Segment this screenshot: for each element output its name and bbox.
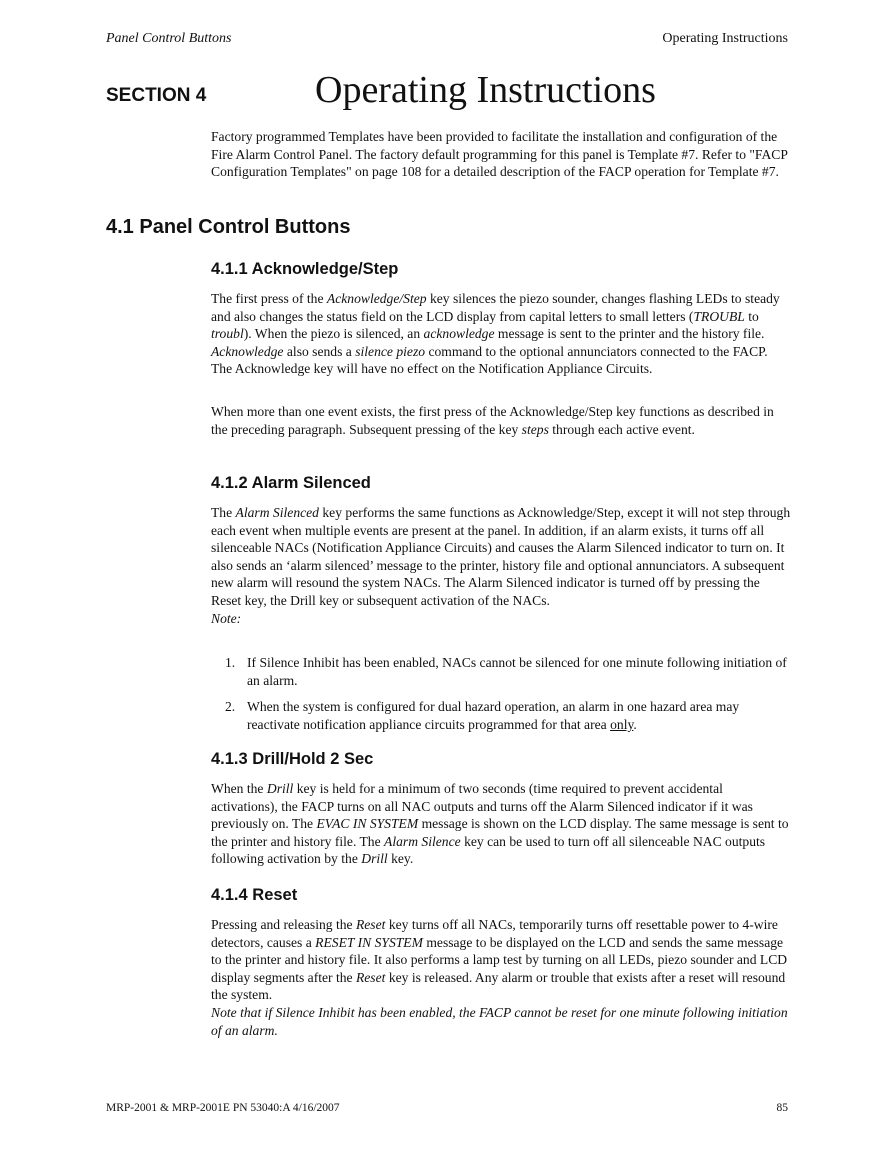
subsection-heading: 4.1 Panel Control Buttons bbox=[106, 216, 351, 238]
running-header-right: Operating Instructions bbox=[662, 31, 788, 46]
heading-drill-hold: 4.1.3 Drill/Hold 2 Sec bbox=[211, 750, 374, 768]
reset-paragraph: Pressing and releasing the Reset key turns off all NACs, temporarily turns off resettable power to 4-wire detectors, causes a RESET IN SYSTEM message to be displayed on the LCD and sends the same message to the printer and history file. It also performs a lamp test by turning on all LEDs, piezo sounder and LCD display segments after the Reset key is released. Any alarm or trouble that exists after a reset will resound the system. Note that if Silence Inhibit has been enabled, the FACP cannot be reset for one minute following initiation of an alarm. bbox=[211, 916, 791, 1039]
heading-acknowledge-step: 4.1.1 Acknowledge/Step bbox=[211, 260, 399, 278]
section-title: Operating Instructions bbox=[315, 69, 656, 111]
reset-note: Note that if Silence Inhibit has been enabled, the FACP cannot be reset for one minute following initiation of an alarm. bbox=[211, 1004, 788, 1038]
running-header-left: Panel Control Buttons bbox=[106, 31, 232, 46]
heading-reset: 4.1.4 Reset bbox=[211, 886, 298, 904]
page-number: 85 bbox=[776, 1102, 788, 1114]
alarm-silenced-notes-list bbox=[225, 654, 795, 742]
section-label: SECTION 4 bbox=[106, 85, 207, 106]
list-item: 1. If Silence Inhibit has been enabled, NACs cannot be silenced for one minute following initiation of an alarm. bbox=[225, 655, 787, 688]
intro-paragraph bbox=[211, 128, 791, 181]
drill-paragraph: When the Drill key is held for a minimum of two seconds (time required to prevent accidental activations), the FACP turns on all NAC outputs and turns off the Alarm Silenced indicator if it was previously on. The EVAC IN SYSTEM message is shown on the LCD display. The same message is sent to the printer and history file. The Alarm Silence key can be used to turn off all silenceable NAC outputs following activation by the Drill key. bbox=[211, 781, 789, 867]
footer-document-id: MRP-2001 & MRP-2001E PN 53040:A 4/16/2007 bbox=[106, 1102, 340, 1114]
acknowledge-paragraph-1: The first press of the Acknowledge/Step key silences the piezo sounder, changes flashing LEDs to steady and also changes the status field on the LCD display from capital letters to small letters (TROUBL to troubl). When the piezo is silenced, an acknowledge message is sent to the printer and the history file. Acknowledge also sends a silence piezo command to the optional annunciators connected to the FACP. The Acknowledge key will have no effect on the Notification Appliance Circuits. bbox=[211, 291, 780, 377]
heading-alarm-silenced: 4.1.2 Alarm Silenced bbox=[211, 474, 371, 492]
acknowledge-paragraph-2: When more than one event exists, the first press of the Acknowledge/Step key functions as described in the preceding paragraph. Subsequent pressing of the key steps through each active event. bbox=[211, 404, 774, 437]
note-label: Note: bbox=[211, 610, 242, 626]
alarm-silenced-paragraph: The Alarm Silenced key performs the same functions as Acknowledge/Step, except it will not step through each event when multiple events are present at the panel. In addition, if an alarm exists, it turns off all silenceable NACs (Notification Appliance Circuits) and causes the Alarm Silenced indicator to turn on. It also sends an ‘alarm silenced’ message to the printer, history file and optional annunciators. A subsequent new alarm will resound the system NACs. The Alarm Silenced indicator is turned off by pressing the Reset key, the Drill key or subsequent activation of the NACs. Note: bbox=[211, 505, 791, 626]
list-item: 2. When the system is configured for dual hazard operation, an alarm in one hazard area may reactivate notification appliance circuits programmed for that area only. bbox=[225, 699, 740, 732]
intro-text: Factory programmed Templates have been provided to facilitate the installation and configuration of the Fire Alarm Control Panel. The factory default programming for this panel is Template #7. Refer to "FACP Configuration Templates" on page 108 for a detailed description of the FACP operation for Template #7. bbox=[211, 129, 788, 180]
